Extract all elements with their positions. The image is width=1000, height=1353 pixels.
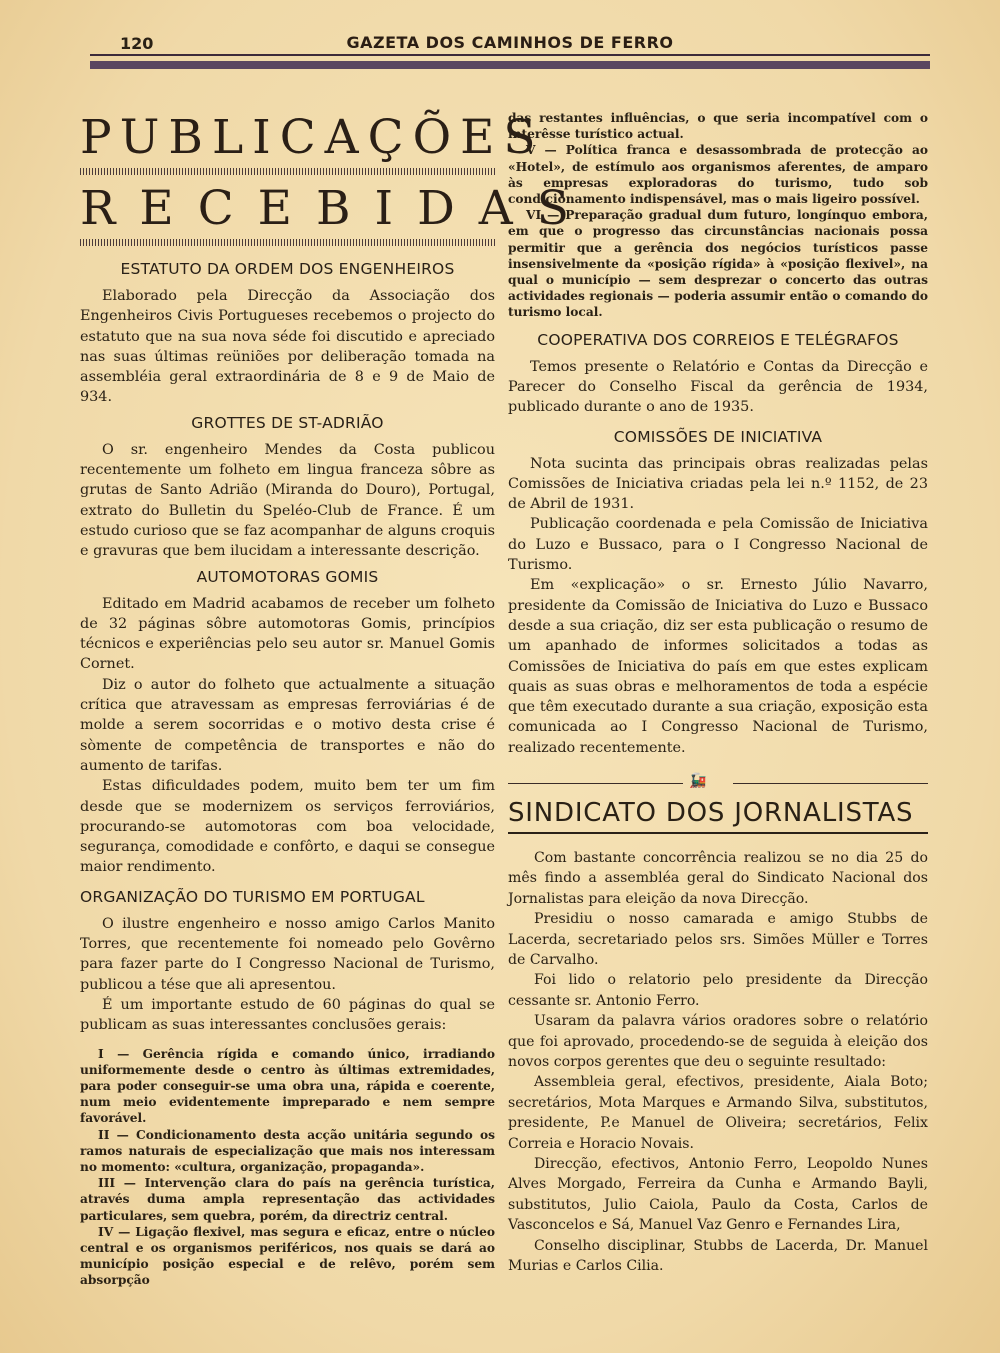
section-divider — [508, 772, 928, 794]
right-column — [508, 110, 928, 1277]
main-title-line-2: RECEBIDAS — [80, 181, 593, 236]
section-heading: ORGANIZAÇÃO DO TURISMO EM PORTUGAL — [80, 887, 425, 906]
conclusion-item: III — Intervenção clara do país na gerência turística, através duma ampla representação das actividades particulares, sem quebra, porém, da directriz central. — [80, 1176, 495, 1223]
article-paragraph: Diz o autor do folheto que actualmente a situação crítica que atravessam as empresas ferroviárias é de molde a serem socorridas e o motivo desta crise é sòmente de competência de transportes e não do aumento de tarifas. — [80, 676, 495, 774]
section-heading: COOPERATIVA DOS CORREIOS E TELÉGRAFOS — [537, 330, 899, 349]
page-header — [90, 28, 930, 74]
section-heading: AUTOMOTORAS GOMIS — [196, 567, 379, 586]
article-paragraph: Nota sucinta das principais obras realizadas pelas Comissões de Iniciativa criadas pela lei n.º 1152, de 23 de Abril de 1931. — [508, 455, 928, 513]
conclusion-item: II — Condicionamento desta acção unitária segundo os ramos naturais de especialização que mais nos interessam no momento: «cultura, organização, propaganda». — [80, 1127, 495, 1174]
article-paragraph: Assembleia geral, efectivos, presidente, Aiala Boto; secretários, Mota Marques e Armando Silva, substitutos, presidente, P.e Manuel de Oliveira; secretários, Felix Correia e Horacio Novais. — [508, 1074, 928, 1152]
conclusion-item: V — Política franca e desassombrada de protecção ao «Hotel», de estímulo aos organismos aferentes, de amparo às empresas exploradoras do turismo, tudo sob condicionamento indispensável, mas o mais ligeiro possível. — [508, 143, 928, 207]
page-number: 120 — [120, 34, 154, 53]
article-paragraph: Usaram da palavra vários oradores sobre o relatório que foi aprovado, procedendo-se de seguida à eleição dos novos corpos gerentes que deu o seguinte resultado: — [508, 1013, 928, 1071]
article-paragraph: O ilustre engenheiro e nosso amigo Carlos Manito Torres, que recentemente foi nomeado pelo Govêrno para fazer parte do I Congresso Nacional de Turismo, publicou a tése que ali apresentou. — [80, 915, 495, 993]
conclusion-item: I — Gerência rígida e comando único, irradiando uniformemente desde o centro às últimas extremidades, para poder conseguir-se uma obra una, rápida e coerente, num meio evidentemente impreparado e nem sempre favorável. — [80, 1046, 495, 1126]
article-paragraph: Estas dificuldades podem, muito bem ter um fim desde que se modernizem os serviços ferroviários, procurando-se automotoras com boa velocidade, segurança, comodidade e confôrto, e daqui se consegue maior rendimento. — [80, 778, 495, 876]
conclusion-item: VI — Preparação gradual dum futuro, longínquo embora, em que o progresso das circunstâncias nacionais possa permitir que a gerência dos negócios turísticos passe insensivelmente da «posição rígida» à «posição flexivel», na qual o município — sem desprezar o concerto das outras actividades regionais — poderia assumir então o comando do turismo local. — [508, 208, 928, 320]
article-paragraph: Editado em Madrid acabamos de receber um folheto de 32 páginas sôbre automotoras Gomis, princípios técnicos e experiências pelo seu autor sr. Manuel Gomis Cornet. — [80, 595, 495, 673]
main-title-line-1: PUBLICAÇÕES — [80, 110, 545, 165]
section-heading: ESTATUTO DA ORDEM DOS ENGENHEIROS — [120, 260, 455, 278]
train-ornament-icon: 🚂 — [689, 772, 707, 789]
article-paragraph: Presidiu o nosso camarada e amigo Stubbs de Lacerda, secretariado pelos srs. Simões Müller e Torres de Carvalho. — [508, 911, 928, 969]
article-paragraph: É um importante estudo de 60 páginas do qual se publicam as suas interessantes conclusões gerais: — [80, 996, 495, 1034]
article-paragraph: Temos presente o Relatório e Contas da Direcção e Parecer do Conselho Fiscal da gerência de 1934, publicado durante o ano de 1935. — [508, 358, 928, 416]
left-column — [80, 110, 593, 1289]
title-underline — [508, 832, 928, 834]
divider-line — [733, 783, 928, 784]
article-paragraph: Com bastante concorrência realizou se no dia 25 do mês findo a assembléa geral do Sindicato Nacional dos Jornalistas para eleição da nova Direcção. — [508, 849, 928, 907]
journal-title: GAZETA DOS CAMINHOS DE FERRO — [346, 33, 674, 52]
divider-line — [508, 783, 683, 784]
title-hatch-rule — [80, 168, 495, 175]
section-title-large: SINDICATO DOS JORNALISTAS — [508, 797, 914, 828]
conclusion-item: IV — Ligação flexivel, mas segura e eficaz, entre o núcleo central e os organismos periféricos, nos quais se dará ao município posição especial e de relêvo, porém sem absorpção — [80, 1224, 495, 1288]
article-paragraph: Foi lido o relatorio pelo presidente da Direcção cessante sr. Antonio Ferro. — [508, 972, 928, 1009]
section-heading: COMISSÕES DE INICIATIVA — [613, 427, 823, 446]
article-paragraph: Em «explicação» o sr. Ernesto Júlio Navarro, presidente da Comissão de Iniciativa do Luzo e Bussaco desde a sua criação, diz ser esta publicação o resumo de um apanhado de informes solicitados a todas as Comissões de Iniciativa do país em que estes explicam quais as suas obras e melhoramentos de toda a espécie que têm executado durante a sua criação, exposição esta comunicada ao I Congresso Nacional de Turismo, realizado recentemente. — [508, 577, 928, 756]
title-hatch-rule — [80, 239, 495, 246]
article-paragraph: Conselho disciplinar, Stubbs de Lacerda, Dr. Manuel Murias e Carlos Cilia. — [508, 1237, 928, 1275]
article-paragraph: Elaborado pela Direcção da Associação dos Engenheiros Civis Portugueses recebemos o projecto do estatuto que na sua nova séde foi discutido e apreciado nas suas últimas reüniões por deliberação tomada na assembléia geral extraordinária de 8 e 9 de Maio de 934. — [80, 288, 495, 406]
header-band — [90, 61, 930, 69]
article-paragraph: Publicação coordenada e pela Comissão de Iniciativa do Luzo e Bussaco, para o I Congresso Nacional de Turismo. — [508, 516, 928, 574]
section-heading: GROTTES DE ST-ADRIÃO — [191, 413, 384, 432]
conclusion-item: das restantes influências, o que seria incompatível com o interêsse turístico actual. — [508, 111, 928, 142]
article-paragraph: Direcção, efectivos, Antonio Ferro, Leopoldo Nunes Alves Morgado, Ferreira da Cunha e Armando Bayli, substitutos, Julio Caiola, Paulo da Costa, Carlos de Vasconcelos e Sá, Manuel Vaz Genro e Fernandes Lira, — [508, 1156, 928, 1234]
header-rule — [90, 54, 930, 56]
article-paragraph: O sr. engenheiro Mendes da Costa publicou recentemente um folheto em lingua franceza sôbre as grutas de Santo Adrião (Miranda do Douro), Portugal, extrato do Bulletin du Speléo-Club de France. É um estudo curioso que se faz acompanhar de alguns croquis e gravuras que bem ilucidam a interessante descrição. — [80, 441, 495, 560]
